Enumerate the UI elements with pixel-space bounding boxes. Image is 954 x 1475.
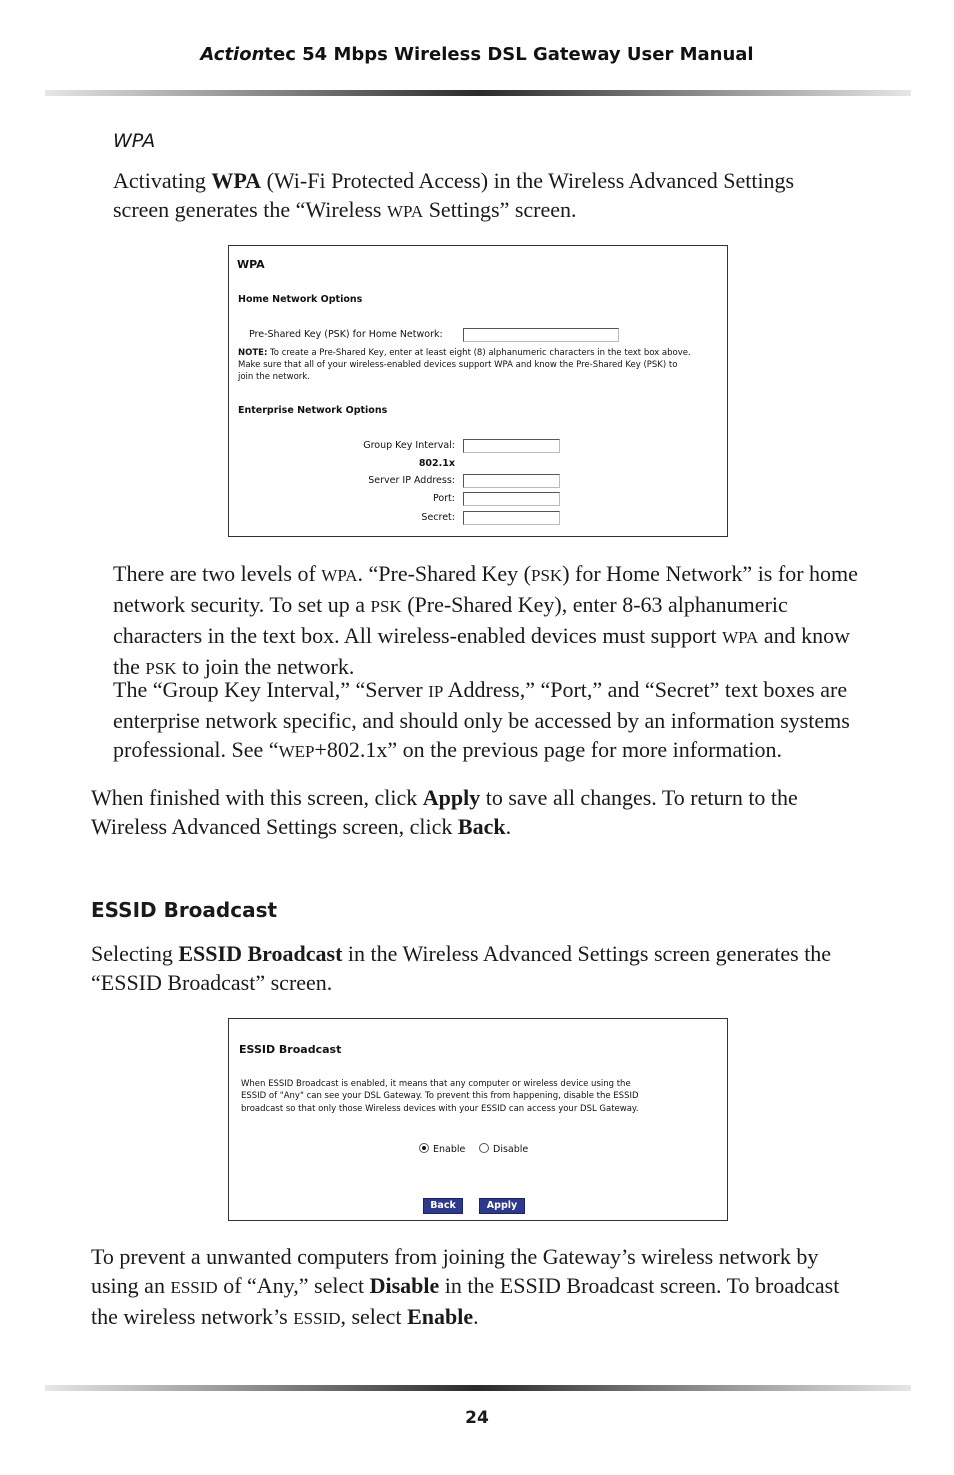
essid-outro-paragraph: To prevent a unwanted computers from joining the Gateway’s wireless network by using an ESSID of “Any,” select Disable in the ESSID Broadcast screen. To broadcast the wireless network’s ESSID, select Enable.: [91, 1244, 840, 1329]
wpa-note-line2: Make sure that all of your wireless-enabled devices support WPA and know the Pre-Shared Key (PSK) to: [238, 360, 678, 370]
home-network-options-heading: Home Network Options: [238, 294, 363, 305]
psk-input[interactable]: [463, 328, 619, 342]
enable-radio-option[interactable]: Enable: [419, 1143, 465, 1155]
enable-radio[interactable]: [419, 1143, 429, 1153]
essid-desc-line3: broadcast so that only those Wireless devices with your ESSID can access your DSL Gateway.: [241, 1104, 639, 1114]
wpa-levels-paragraph: There are two levels of WPA. “Pre-Shared Key (PSK) for Home Network” is for home network security. To set up a PSK (Pre-Shared Key), enter 8-63 alphanumeric characters in the text box. All wireless-enabled devices must support WPA and know the PSK to join the network.: [113, 561, 858, 679]
enterprise-network-options-heading: Enterprise Network Options: [238, 405, 388, 416]
server-ip-label: Server IP Address:: [368, 475, 455, 486]
wpa-settings-screenshot: [228, 245, 728, 537]
essid-broadcast-screenshot: [228, 1018, 728, 1221]
secret-label: Secret:: [421, 512, 455, 523]
footer-rule: [45, 1385, 911, 1391]
back-button[interactable]: Back: [423, 1198, 463, 1214]
header-brand-italic: Action: [200, 44, 265, 65]
apply-button[interactable]: Apply: [479, 1198, 525, 1214]
wpa-note-line3: join the network.: [238, 372, 310, 382]
disable-radio[interactable]: [479, 1143, 489, 1153]
enterprise-paragraph: The “Group Key Interval,” “Server IP Address,” “Port,” and “Secret” text boxes are enterprise network specific, and should only be accessed by an information systems professional. See “WEP+802.1x” on the previous page for more information.: [113, 677, 850, 762]
port-label: Port:: [432, 493, 455, 504]
group-key-interval-input[interactable]: [463, 439, 560, 453]
wpa-screen-title: WPA: [237, 258, 265, 271]
essid-desc-line2: ESSID of "Any" can see your DSL Gateway. To prevent this from happening, disable the ESSID: [241, 1091, 639, 1101]
header-rule: [45, 90, 911, 96]
port-input[interactable]: [463, 492, 560, 506]
essid-desc-line1: When ESSID Broadcast is enabled, it means that any computer or wireless device using the: [241, 1079, 631, 1089]
wpa-note-line1: NOTE: To create a Pre-Shared Key, enter at least eight (8) alphanumeric characters in the text box above.: [238, 348, 691, 358]
apply-back-paragraph: When finished with this screen, click Apply to save all changes. To return to the Wireless Advanced Settings screen, click Back.: [91, 785, 798, 839]
running-header: [0, 44, 954, 65]
psk-label: Pre-Shared Key (PSK) for Home Network:: [249, 329, 443, 340]
server-ip-input[interactable]: [463, 474, 560, 488]
group-key-interval-label: Group Key Interval:: [363, 440, 455, 451]
wpa-subheading: WPA: [113, 130, 156, 152]
essid-intro-paragraph: Selecting ESSID Broadcast in the Wireless Advanced Settings screen generates the “ESSID Broadcast” screen.: [91, 941, 832, 995]
secret-input[interactable]: [463, 511, 560, 525]
dot1x-label: 802.1x: [418, 458, 455, 469]
disable-radio-option[interactable]: Disable: [479, 1143, 528, 1155]
page-number: 24: [465, 1408, 489, 1428]
essid-broadcast-heading: ESSID Broadcast: [91, 898, 278, 922]
essid-screen-title: ESSID Broadcast: [239, 1043, 342, 1056]
header-brand-rest: tec 54 Mbps Wireless DSL Gateway User Manual: [264, 44, 754, 65]
wpa-intro-paragraph: Activating WPA (Wi-Fi Protected Access) in the Wireless Advanced Settings screen generates the “Wireless WPA Settings” screen.: [113, 168, 795, 222]
